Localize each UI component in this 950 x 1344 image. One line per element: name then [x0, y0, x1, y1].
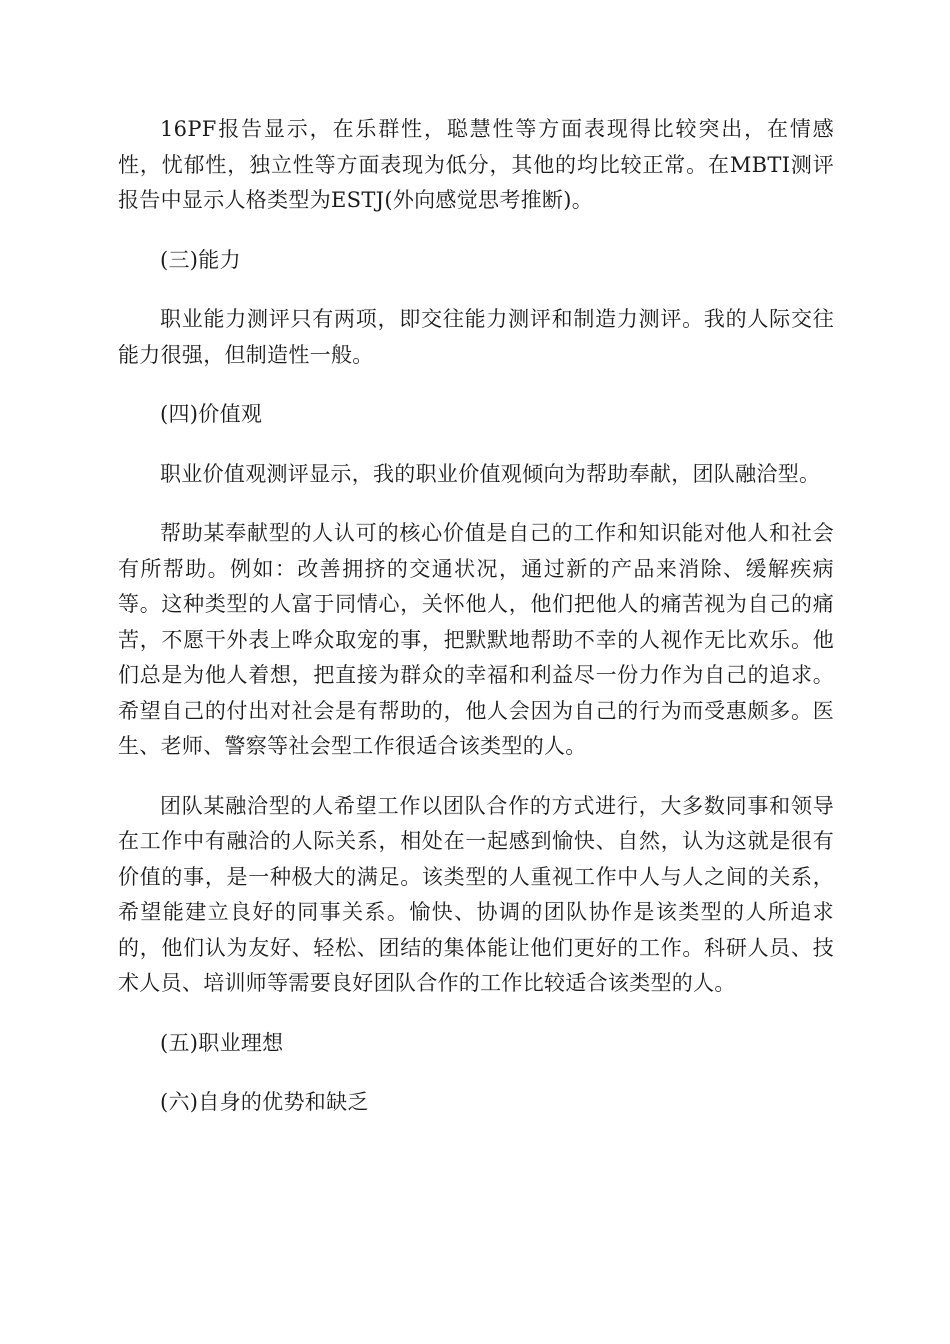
paragraph-16pf-mbti: 16PF报告显示，在乐群性，聪慧性等方面表现得比较突出，在情感性，忧郁性，独立性等方面表现为低分，其他的均比较正常。在MBTI测评报告中显示人格类型为ESTJ(外向感觉思考推断)。 [118, 117, 834, 212]
document-body [118, 112, 834, 1145]
paragraph-team-type: 团队某融洽型的人希望工作以团队合作的方式进行，大多数同事和领导在工作中有融洽的人际关系，相处在一起感到愉快、自然，认为这就是很有价值的事，是一种极大的满足。该类型的人重视工作中人与人之间的关系，希望能建立良好的同事关系。愉快、协调的团队协作是该类型的人所追求的，他们认为友好、轻松、团结的集体能让他们更好的工作。科研人员、技术人员、培训师等需要良好团队合作的工作比较适合该类型的人。 [118, 793, 834, 995]
section-heading-ability: (三)能力 [160, 247, 241, 272]
section-heading-strengths-weaknesses: (六)自身的优势和缺乏 [160, 1090, 369, 1114]
paragraph-helping-type: 帮助某奉献型的人认可的核心价值是自己的工作和知识能对他人和社会有所帮助。例如：改善拥挤的交通状况，通过新的产品来消除、缓解疾病等。这种类型的人富于同情心，关怀他人，他们把他人的痛苦视为自己的痛苦，不愿干外表上哗众取宠的事，把默默地帮助不幸的人视作无比欢乐。他们总是为他人着想，把直接为群众的幸福和利益尽一份力作为自己的追求。希望自己的付出对社会是有帮助的，他人会因为自己的行为而受惠颇多。医生、老师、警察等社会型工作很适合该类型的人。 [118, 521, 834, 758]
paragraph-ability: 职业能力测评只有两项，即交往能力测评和制造力测评。我的人际交往能力很强，但制造性一般。 [118, 307, 834, 367]
section-heading-values: (四)价值观 [160, 402, 263, 426]
section-heading-career-ideal: (五)职业理想 [160, 1030, 284, 1055]
paragraph-values-summary: 职业价值观测评显示，我的职业价值观倾向为帮助奉献，团队融洽型。 [160, 461, 821, 486]
